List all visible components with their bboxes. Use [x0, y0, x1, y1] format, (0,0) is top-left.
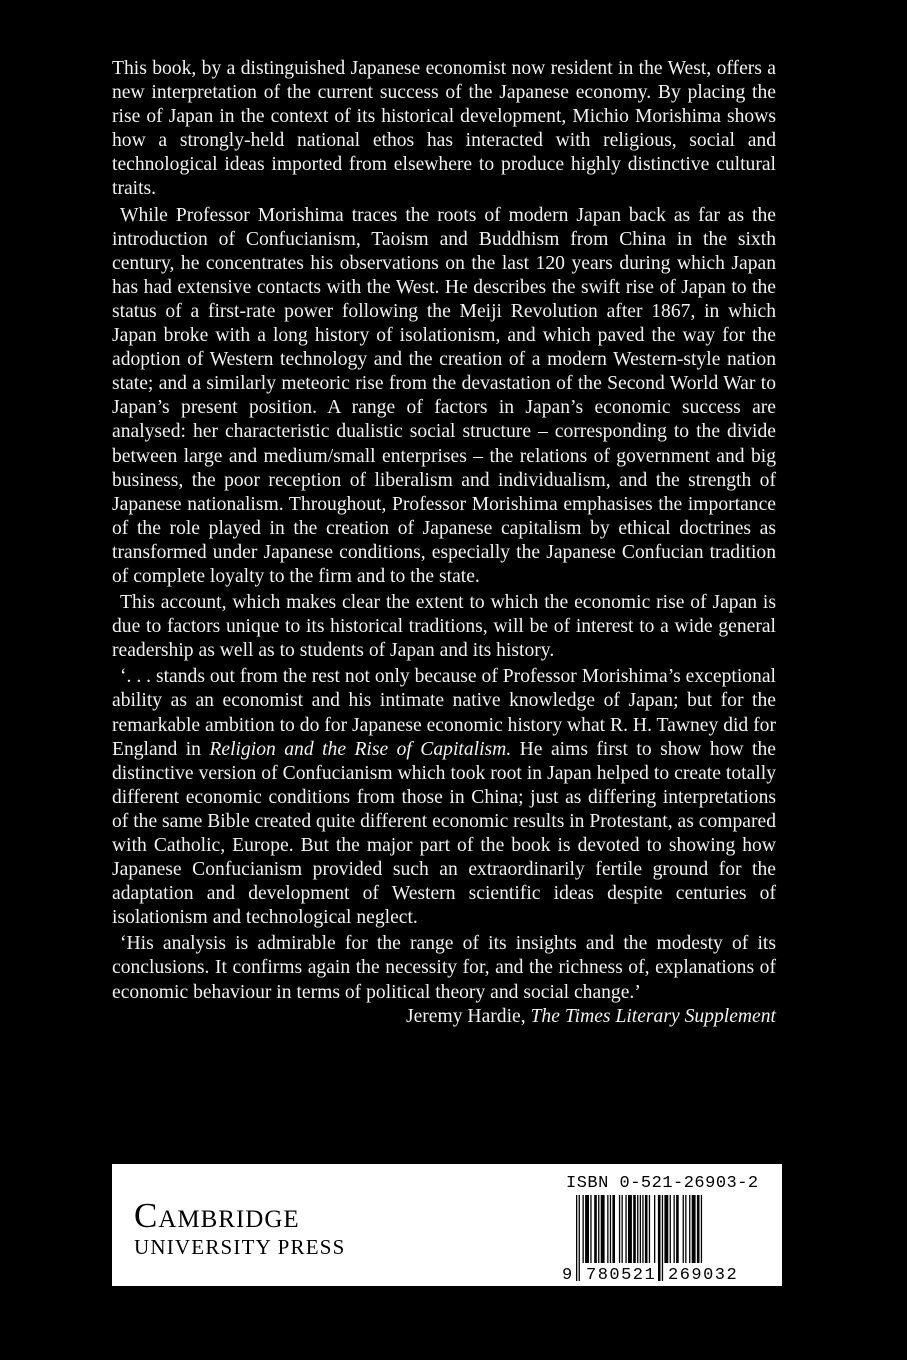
back-cover-blurb — [112, 57, 776, 1031]
book-title-reference: Religion and the Rise of Capitalism. — [209, 738, 512, 760]
publisher-footer-box — [112, 1164, 782, 1286]
reviewer-name: Jeremy Hardie, — [405, 1005, 531, 1027]
isbn-label: ISBN 0-521-26903-2 — [566, 1174, 759, 1193]
blurb-paragraph-2: While Professor Morishima traces the roots of modern Japan back as far as the introduction of Confucianism, Taoism and Buddhism from China in the sixth century, he concentrates his observations on the last 120 years during which Japan has had extensive contacts with the West. He describes the swift rise of Japan to the status of a first-rate power following the Meiji Revolution after 1867, in which Japan broke with a long history of isolationism, and which paved the way for the adoption of Western technology and the creation of a modern Western-style nation state; and a similarly meteoric rise from the devastation of the Second World War to Japan’s present position. A range of factors in Japan’s economic success are analysed: her characteristic dualistic social structure – corresponding to the divide between large and medium/small enterprises – the relations of government and big business, the poor reception of liberalism and individualism, and the strength of Japanese nationalism. Throughout, Professor Morishima emphasises the importance of the role played in the creation of Japanese capitalism by ethical doctrines as transformed under Japanese conditions, especially the Japanese Confucian tradition of complete loyalty to the firm and to the state. — [112, 204, 776, 587]
barcode-bar — [662, 1195, 663, 1281]
review-quote-1 — [112, 665, 776, 930]
barcode-digits-left: 780521 — [586, 1266, 657, 1283]
barcode-bar — [576, 1195, 577, 1281]
blurb-paragraph-1: This book, by a distinguished Japanese economist now resident in the West, offers a new interpretation of the current success of the Japanese economy. By placing the rise of Japan in the context of its historical development, Michio Morishima shows how a strongly-held national ethos has interacted with religious, social and technological ideas imported from elsewhere to produce highly distinctive cultural traits. — [112, 58, 776, 200]
review-source: The Times Literary Supplement — [530, 1005, 776, 1027]
publisher-subtitle: UNIVERSITY PRESS — [134, 1235, 346, 1259]
review-quote-2 — [112, 932, 776, 1028]
blurb-paragraph-3: This account, which makes clear the extent to which the economic rise of Japan is due to factors unique to its historical traditions, will be of interest to a wide general readership as well as to students of Japan and its history. — [112, 592, 776, 662]
publisher-logo — [134, 1198, 346, 1258]
barcode-bar — [658, 1195, 661, 1281]
review-quote-1-part-b: He aims first to show how the distinctive version of Confucianism which took root in Japan helped to create totally different economic conditions from those in China; just as differing interpretations of the same Bible created quite different economic results in Protestant, as compared with Catholic, Europe. But the major part of the book is devoted to showing how Japanese Confucianism provided such an extraordinarily fertile ground for the adaptation and development of Western scientific ideas despite centuries of isolationism and technological neglect. — [112, 738, 776, 929]
review-attribution — [398, 1005, 776, 1029]
barcode — [560, 1195, 760, 1283]
publisher-name: Cambridge — [134, 1196, 300, 1235]
barcode-graphic — [560, 1195, 760, 1283]
barcode-digits-right: 269032 — [668, 1266, 739, 1283]
barcode-bar — [579, 1195, 580, 1281]
barcode-digit-first: 9 — [562, 1266, 573, 1283]
review-quote-2-text: ‘His analysis is admirable for the range of its insights and the modesty of its conclusions. It confirms again the necessity for, and the richness of, explanations of economic behaviour in terms of political theory and social change.’ — [112, 933, 776, 1003]
review-quote-1-part-a: ‘. . . stands out from the rest not only because of Professor Morishima’s exceptional ability as an economist and his intimate native knowledge of Japan; but for the remarkable ambition to do for Japanese economic history what R. H. Tawney did for England in — [112, 666, 776, 760]
